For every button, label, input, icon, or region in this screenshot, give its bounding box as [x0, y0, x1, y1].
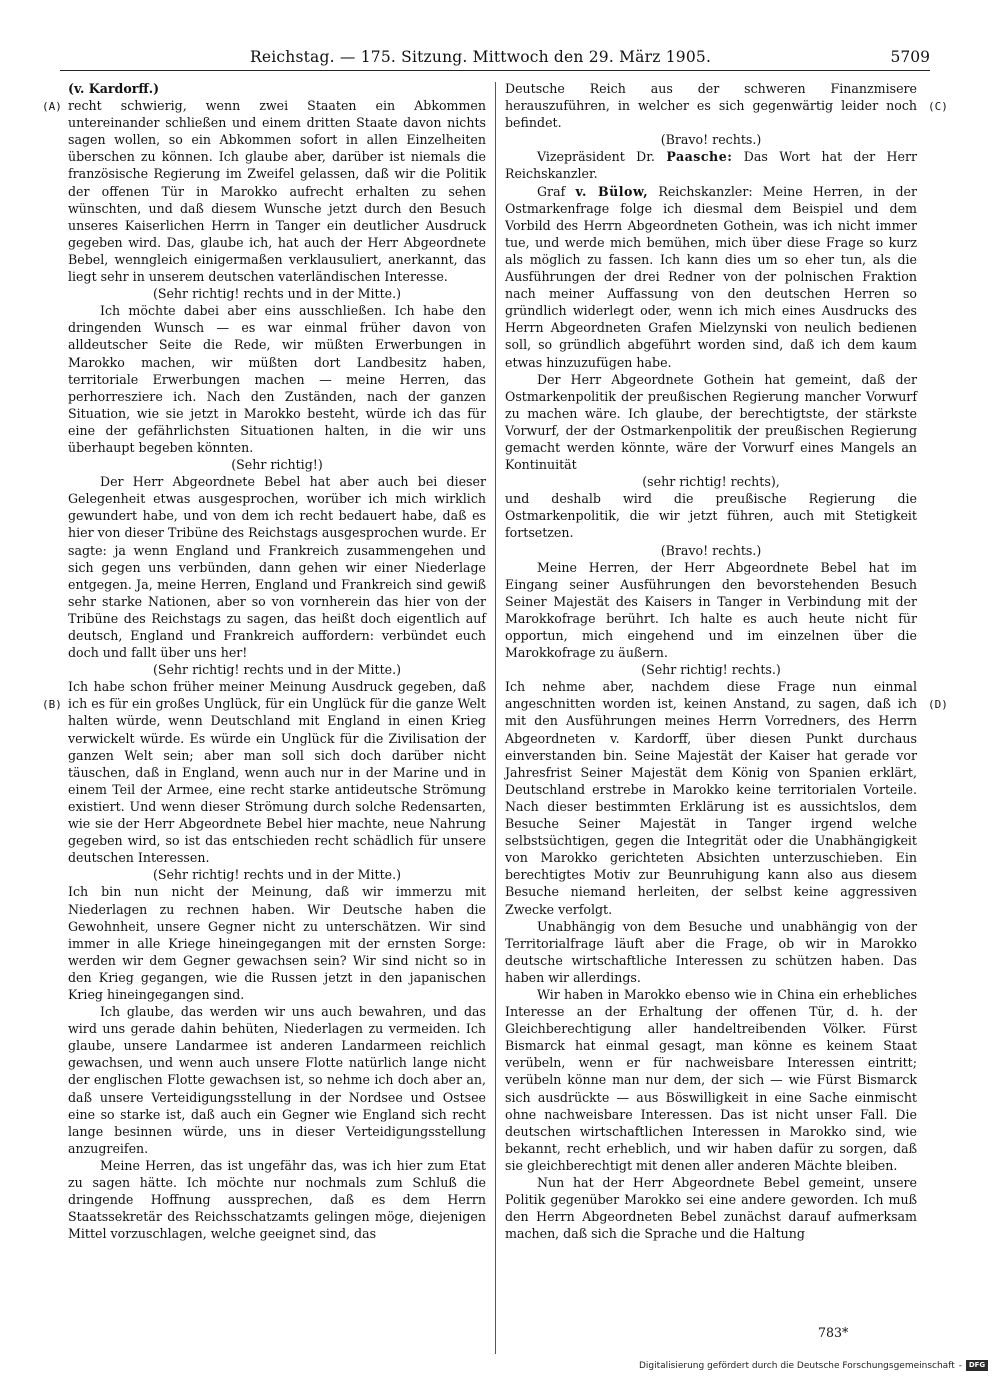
vp-title: Vizepräsident Dr. — [537, 149, 655, 165]
paragraph: Nun hat der Herr Abgeordnete Bebel gemeint, unsere Politik gegenüber Marokko sei eine andere geworden. Ich muß den Herrn Abgeordneten Bebel zunächst darauf aufmerksam machen, daß sich die Sprache und die Haltung — [505, 1175, 917, 1242]
paragraph: Deutsche Reich aus der schweren Finanzmisere herauszuführen, in welcher es sich gegenwärtig leider noch befindet. — [505, 81, 917, 131]
chancellor-title: Graf — [537, 183, 566, 199]
margin-mark-a: (A) — [42, 100, 62, 113]
paragraph: Meine Herren, das ist ungefähr das, was ich hier zum Etat zu sagen hätte. Ich möchte nur nochmals zum Schluß die dringende Hoffnung aussprechen, daß es dem Herrn Staatssekretär des Reichsschatzamts gelingen möge, diejenigen Mittel vorzuschlagen, welche geeignet sind, das — [68, 1157, 486, 1242]
digitization-note: Digitalisierung gefördert durch die Deutsche Forschungsgemeinschaft - DFG — [639, 1360, 988, 1371]
dfg-logo-icon: DFG — [966, 1360, 988, 1371]
reaction: (Sehr richtig! rechts und in der Mitte.) — [152, 286, 402, 302]
reaction: (Sehr richtig!) — [231, 457, 323, 473]
reaction: (Sehr richtig! rechts und in der Mitte.) — [152, 662, 402, 678]
paragraph: Der Herr Abgeordnete Bebel hat aber auch bei dieser Gelegenheit etwas ausgesprochen, worüber ich mich wirklich gewundert habe, und von dem ich recht bedauert habe, daß es hier von dieser Tribüne des Reichstags ausgesprochen wurde. Er sagte: ja wenn England und Frankreich zusammengehen und sich gegen uns verbünden, dann gehen wir einer Niederlage entgegen. Ja, meine Herren, England und Frankreich sind gewiß sehr starke Nationen, aber so von vornherein das hier von der Tribüne des Reichstags zu sagen, das heißt doch eigentlich auf deutsch, England und Frankreich auffordern: verbündet euch doch und fallt über uns her! — [68, 474, 486, 661]
reaction: (Bravo! rechts.) — [660, 132, 762, 148]
paragraph: Unabhängig von dem Besuche und unabhängig von der Territorialfrage läuft aber die Frage, ob wir in Marokko deutsche wirtschaftliche Interessen zu schützen haben. Das haben wir allerdings. — [505, 918, 917, 985]
paragraph: Wir haben in Marokko ebenso wie in China ein erhebliches Interesse an der Erhaltung der offenen Tür, d. h. der Gleichberechtigung aller handeltreibenden Völker. Fürst Bismarck hat einmal gesagt, man könne es keinem Staat verübeln, wenn er für nachweisbare Interessen eintritt; verübeln könne man nur dem, der sich — wie Fürst Bismarck sich ausdrückte — aus Böswilligkeit in eine Sache einmischt ohne nachweisbare Interessen. Das ist nicht unser Fall. Die deutschen wirtschaftlichen Interessen in Marokko sind, wie bekannt, recht erheblich, und wir haben dafür zu sorgen, daß sie gleichberechtigt mit denen aller anderen Mächte bleiben. — [505, 986, 917, 1173]
chancellor-text: Reichskanzler: Meine Herren, in der Ostmarkenfrage folge ich diesmal dem Beispiel und dem Vorbild des Herrn Abgeordneten Gothein, was ich nicht immer tue, und werde mich bemühen, mich über diese Frage so kurz als möglich zu fassen. Ich kann dies um so eher tun, als die Ausführungen der drei Redner von der polnischen Fraktion nach meiner Auffassung von den deutschen Herren so gründlich widerlegt oder, wenn ich mich eines Ausdrucks des Herrn Abgeordneten Grafen Mielzynski von neulich bedienen soll, so gründlich abgeführt worden sind, daß ich dem kaum etwas hinzuzufügen habe. — [505, 183, 917, 370]
digitization-text: Digitalisierung gefördert durch die Deutsche Forschungsgemeinschaft — [638, 1360, 955, 1371]
paragraph: und deshalb wird die preußische Regierung die Ostmarkenpolitik, die wir jetzt führen, auch mit Stetigkeit fortsetzen. — [505, 491, 917, 541]
reaction: (Bravo! rechts.) — [660, 542, 762, 558]
page-number: 5709 — [890, 48, 930, 66]
page-header — [60, 42, 930, 71]
paragraph: Ich nehme aber, nachdem diese Frage nun einmal angeschnitten worden ist, keinen Anstand, zu sagen, daß ich mit den Ausführungen meines Herrn Vorredners, des Herrn Abgeordneten v. Kardorff, über diesen Punkt durchaus einverstanden bin. Seine Majestät der Kaiser hat gerade vor Jahresfrist Seiner Majestät dem König von Spanien erklärt, Deutschland erstrebe in Marokko keine territorialen Vorteile. Nach dieser bestimmten Erklärung ist es aussichtslos, dem Besuche Seiner Majestät in Tanger irgend welche selbstsüchtigen, gegen die Integrität oder die Unabhängigkeit von Marokko gerichteten Absichten unterzuschieben. Ein berechtigtes Motiv zur Beunruhigung kann also aus diesem Besuche niemand herleiten, der selbst keine aggressiven Zwecke verfolgt. — [505, 679, 917, 917]
margin-mark-c: (C) — [928, 100, 948, 113]
reaction: (Sehr richtig! rechts und in der Mitte.) — [152, 867, 402, 883]
margin-mark-d: (D) — [928, 698, 948, 711]
paragraph: Ich bin nun nicht der Meinung, daß wir immerzu mit Niederlagen zu rechnen haben. Wir Deutsche haben die Gewohnheit, unsere Gegner nicht zu unterschätzen. Wir sind immer in alle Kriege hineingegangen mit der ernsten Sorge: werden wir dem Gegner gewachsen sein? Wir sind nicht so in den Krieg gegangen, wie die Russen jetzt in den japanischen Krieg hineingegangen sind. — [68, 884, 486, 1002]
vp-text: Das Wort hat der Herr Reichskanzler. — [505, 149, 917, 182]
vice-president-statement — [505, 148, 917, 182]
paragraph: Meine Herren, der Herr Abgeordnete Bebel hat im Eingang seiner Ausführungen den bevorstehenden Besuch Seiner Majestät des Kaisers in Tanger in Verbindung mit der Marokkofrage berührt. Ich halte es auch heute nicht für opportun, mich eingehend und im einzelnen über die Marokkofrage zu äußern. — [505, 559, 917, 661]
right-column — [505, 80, 917, 1242]
paragraph: Der Herr Abgeordnete Gothein hat gemeint, daß der Ostmarkenpolitik der preußischen Regierung mancher Vorwurf zu machen wäre. Ich glaube, der berechtigtste, der stärkste Vorwurf, der der Ostmarkenpolitik der preußischen Regierung gemacht werden könnte, wäre der Vorwurf eines Mangels an Kontinuität — [505, 371, 917, 473]
paragraph: Ich glaube, das werden wir uns auch bewahren, und das wird uns gerade dahin behüten, Niederlagen zu vermeiden. Ich glaube, unsere Landarmee ist anderen Landarmeen reichlich gewachsen, und wenn auch unsere Flotte natürlich lange nicht der englischen Flotte gewachsen ist, so nehme ich doch aber an, daß unsere Verteidigungsstellung in der Nordsee und Ostsee eine so starke ist, daß auch ein Gegner wie England sich recht lange besinnen würde, uns in dieser Verteidigungsstellung anzugreifen. — [68, 1004, 486, 1156]
chancellor-name: v. Bülow, — [575, 183, 649, 199]
signature-mark: 783* — [818, 1325, 849, 1340]
paragraph: recht schwierig, wenn zwei Staaten ein Abkommen untereinander schließen und einem dritten Staate davon nichts sagen wollen, so ein Abkommen sofort in allen Einzelheiten überschen zu können. Ich glaube aber, darüber ist niemals die französische Regierung im Zweifel gelassen, daß wir die Politik der offenen Tür in Marokko aufrecht erhalten zu sehen wünschten, und daß diesem Wunsche jetzt durch den Besuch unseres Kaiserlichen Herrn in Tanger ein deutlicher Ausdruck gegeben wird. Das, glaube ich, hat auch der Herr Abgeordnete Bebel, wenngleich einigermaßen verklausuliert, anerkannt, das liegt sehr in unserem deutschen vaterländischen Interesse. — [68, 98, 486, 285]
header-title: Reichstag. — 175. Sitzung. Mittwoch den 29. März 1905. — [250, 48, 712, 66]
reaction: (Sehr richtig! rechts.) — [641, 662, 781, 678]
column-divider — [495, 82, 496, 1354]
reaction: (sehr richtig! rechts), — [642, 474, 780, 490]
left-column — [68, 80, 486, 1242]
margin-mark-b: (B) — [42, 698, 62, 711]
chancellor-statement — [505, 183, 917, 371]
vp-name: Paasche: — [666, 149, 733, 165]
paragraph: Ich habe schon früher meiner Meinung Ausdruck gegeben, daß ich es für ein großes Unglück, für ein Unglück für die ganze Welt halten würde, wenn Deutschland mit England in einen Krieg verwickelt würde. Es würde ein Unglück für die Zivilisation der ganzen Welt sein; aber man soll sich doch darüber nicht täuschen, daß in England, wenn auch nur in der Marine und in einem Teil der Armee, eine recht starke antideutsche Strömung existiert. Und wenn dieser Strömung durch solche Redensarten, wie sie der Herr Abgeordnete Bebel hier machte, neue Nahrung gegeben wird, so ist das entschieden recht schädlich für unsere deutschen Interessen. — [68, 679, 486, 866]
speaker-tag: (v. Kardorff.) — [68, 81, 160, 96]
paragraph: Ich möchte dabei aber eins ausschließen. Ich habe den dringenden Wunsch — es war einmal früher davon von alldeutscher Seite die Rede, wir müßten Erwerbungen in Marokko machen, wir müßten dort Landbesitz haben, territoriale Erwerbungen machen — meine Herren, das perhorresziere ich. Nach den Zuständen, nach der ganzen Situation, wie sie jetzt in Marokko besteht, würde ich das für eine der gefährlichsten Situationen halten, in die wir uns überhaupt begeben könnten. — [68, 303, 486, 455]
